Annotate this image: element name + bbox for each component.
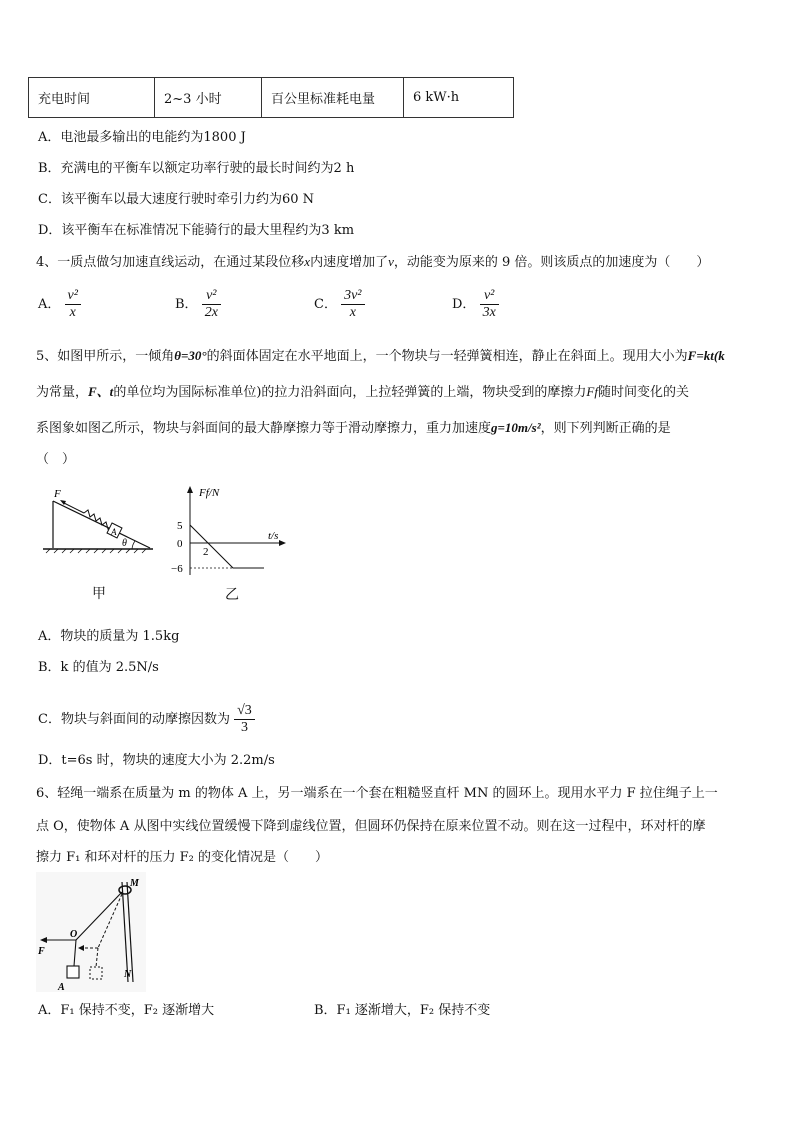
block-label: A: [111, 527, 117, 537]
fraction-denominator: 3: [240, 720, 248, 735]
fraction-numerator: v²: [202, 288, 221, 305]
option-text: C．物块与斜面间的动摩擦因数为: [38, 712, 230, 727]
q6-line-2: 点 O，使物体 A 从图中实线位置缓慢下降到虚线位置，但圆环仍保持在原来位置不动。则在这一过程中，环对杆的摩: [36, 819, 706, 834]
option-label: B．: [175, 297, 198, 312]
option-label: A．: [38, 297, 61, 312]
x-axis-arrow: [279, 540, 286, 546]
angle-arc: [132, 541, 135, 549]
q3-option-d: D．该平衡车在标准情况下能骑行的最大里程约为3 km: [38, 223, 355, 238]
label-f: F: [38, 946, 45, 957]
q4-stem: [36, 251, 709, 270]
q5-text: 5、如图甲所示，一倾角: [36, 349, 175, 364]
q3-option-b: B．充满电的平衡车以额定功率行驶的最长时间约为2 h: [38, 161, 355, 176]
q6-line-1: 6、轻绳一端系在质量为 m 的物体 A 上，另一端系在一个套在粗糙竖直杆 MN 的圆环上。现用水平力 F 拉住绳子上一: [36, 786, 718, 801]
q5-text: ，则下列判断正确的是: [540, 421, 671, 436]
q5-option-b: B．k 的值为 2.5N/s: [38, 660, 159, 675]
q5-theta: θ=30°: [174, 348, 207, 363]
q4-stem-text: 4、一质点做匀加速直线运动，在通过某段位移: [36, 255, 305, 270]
q5-friction-symbol: Ff: [586, 384, 598, 399]
label-m: M: [130, 878, 139, 889]
fraction: [480, 288, 499, 321]
q6-option-b: B．F₁ 逐渐增大，F₂ 保持不变: [314, 1003, 491, 1018]
q5-force-eq: F=kt: [687, 348, 714, 363]
q6-line-3: 擦力 F₁ 和环对杆的压力 F₂ 的变化情况是（ ）: [36, 850, 328, 865]
q3-option-a: A．电池最多输出的电能约为1800 J: [38, 130, 246, 145]
q5-vars: F、t: [88, 384, 114, 399]
angle-label: θ: [122, 538, 127, 549]
fraction-numerator: v²: [480, 288, 499, 305]
q3-option-c: C．该平衡车以最大速度行驶时牵引力约为60 N: [38, 192, 314, 207]
table-cell: 2~3 小时: [155, 78, 262, 118]
figure-label-jia: 甲: [92, 586, 106, 602]
q5-line-1: [36, 345, 725, 364]
q5-option-c: [38, 703, 255, 736]
fraction-numerator: 3v²: [341, 288, 364, 305]
fraction-denominator: 2x: [204, 305, 218, 320]
q6-option-a: A．F₁ 保持不变，F₂ 逐渐增大: [38, 1003, 215, 1018]
q5-line-2: [36, 381, 689, 400]
table-cell: 6 kW·h: [404, 78, 514, 118]
tick-label: 2: [203, 546, 209, 558]
spring: [84, 510, 112, 529]
x-axis-label: t/s: [268, 530, 279, 542]
q5-text: (k: [713, 348, 725, 363]
q5-option-d: D．t=6s 时，物块的速度大小为 2.2m/s: [38, 753, 275, 768]
q4-stem-text: 内速度增加了: [310, 255, 389, 270]
label-a: A: [58, 982, 65, 992]
tick-label: −6: [171, 563, 183, 575]
q5-option-a: A．物块的质量为 1.5kg: [38, 629, 180, 644]
tick-label: 5: [177, 520, 183, 532]
label-n: N: [124, 969, 132, 980]
friction-curve: [190, 525, 264, 568]
table-cell: 充电时间: [29, 78, 155, 118]
fraction-denominator: x: [69, 305, 76, 320]
friction-time-graph: [168, 480, 290, 580]
q5-line-3: [36, 417, 671, 436]
fraction: [234, 703, 255, 736]
fraction-numerator: √3: [234, 703, 255, 720]
fraction-denominator: 3x: [482, 305, 496, 320]
q5-text: 系图象如图乙所示，物块与斜面间的最大静摩擦力等于滑动摩擦力，重力加速度: [36, 421, 492, 436]
y-axis-arrow: [187, 486, 193, 493]
fraction-denominator: x: [349, 305, 356, 320]
fraction: [202, 288, 221, 321]
spec-table: [28, 77, 514, 118]
q4-option-c: [314, 288, 365, 321]
q4-stem-text: ，动能变为原来的 9 倍。则该质点的加速度为（ ）: [393, 255, 710, 270]
y-axis-label: Ff/N: [199, 487, 220, 499]
force-label: F: [54, 488, 61, 500]
fraction: [65, 288, 81, 321]
q4-option-a: [38, 288, 81, 321]
rope-ring-figure: [36, 872, 146, 992]
label-o: O: [70, 929, 78, 940]
figure-label-yi: 乙: [225, 587, 239, 603]
fraction: [341, 288, 364, 321]
q5-text: 为常量，: [36, 385, 89, 400]
table-cell: 百公里标准耗电量: [262, 78, 404, 118]
q4-var-x: x: [304, 254, 311, 269]
block-solid: [67, 966, 79, 978]
q5-blank: （ ）: [36, 452, 76, 467]
incline-figure: [38, 483, 158, 563]
q5-text: 随时间变化的关: [597, 385, 689, 400]
option-label: C．: [314, 297, 337, 312]
q5-gravity: g=10m/s²: [491, 420, 541, 435]
q4-option-b: [175, 288, 221, 321]
q4-option-d: [452, 288, 499, 321]
q5-text: 的单位均为国际标准单位)的拉力沿斜面向，上拉轻弹簧的上端，物块受到的摩擦力: [113, 385, 587, 400]
q4-var-v: v: [388, 254, 394, 269]
table-row: [29, 78, 514, 118]
q5-text: 的斜面体固定在水平地面上，一个物块与一轻弹簧相连，静止在斜面上。现用大小为: [206, 349, 688, 364]
option-label: D．: [452, 297, 476, 312]
fraction-numerator: v²: [65, 288, 81, 305]
tick-label: 0: [177, 538, 183, 550]
